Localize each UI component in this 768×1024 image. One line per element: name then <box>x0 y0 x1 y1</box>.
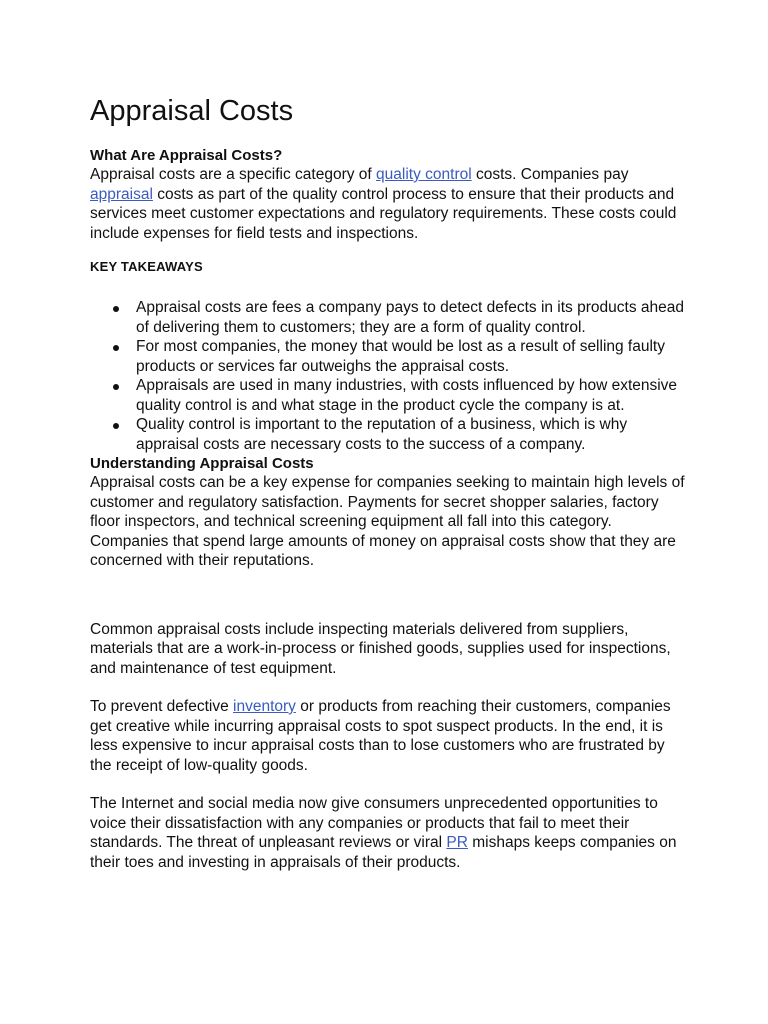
appraisal-link[interactable]: appraisal <box>90 185 153 203</box>
understanding-paragraph: Appraisal costs can be a key expense for companies seeking to maintain high levels of customer and regulatory satisfaction. Payments for secret shopper salaries, factory floor inspectors, and technical screening equipment all fall into this category. Companies that spend large amounts of money on appraisal costs show that they are concerned with their reputations. <box>90 474 685 569</box>
what-are-heading: What Are Appraisal Costs? <box>90 147 283 164</box>
takeaway-text: Appraisal costs are fees a company pays to detect defects in its products ahead of delivering them to customers; they are a form of quality control. <box>136 299 684 336</box>
page-title: Appraisal Costs <box>90 95 294 127</box>
list-item <box>136 415 690 454</box>
internet-text-2: mishaps keeps companies on their toes and investing in appraisals of their products. <box>90 834 677 871</box>
bullet-icon <box>113 345 119 351</box>
intro-text-1: Appraisal costs are a specific category of <box>90 166 377 183</box>
pr-link[interactable]: PR <box>446 834 468 851</box>
intro-text-3: costs as part of the quality control process to ensure that their products and services meet customer expectations and regulatory requirements. These costs could include expenses for field tests and inspections. <box>90 185 677 242</box>
takeaway-text: Quality control is important to the reputation of a business, which is why appraisal costs are necessary costs to the success of a company. <box>136 416 628 453</box>
article-body <box>90 93 690 872</box>
bullet-icon <box>113 306 119 312</box>
takeaway-text: For most companies, the money that would be lost as a result of selling faulty products or services far outweighs the appraisal costs. <box>136 338 665 375</box>
intro-paragraph <box>90 165 690 243</box>
prevent-text-2: or products from reaching their customers, companies get creative while incurring appraisal costs to spot suspect products. In the end, it is less expensive to incur appraisal costs than to lose customers who are frustrated by the receipt of low-quality goods. <box>90 698 671 774</box>
takeaway-text: Appraisals are used in many industries, with costs influenced by how extensive quality control is and what stage in the product cycle the company is at. <box>136 377 678 414</box>
list-item <box>136 376 690 415</box>
prevent-text-1: To prevent defective <box>90 698 234 715</box>
quality-control-link[interactable]: quality control <box>376 166 472 183</box>
understanding-heading: Understanding Appraisal Costs <box>90 455 314 472</box>
list-item <box>136 337 690 376</box>
inventory-link[interactable]: inventory <box>233 698 296 715</box>
internet-paragraph <box>90 794 690 872</box>
internet-text-1: The Internet and social media now give consumers unprecedented opportunities to voice their dissatisfaction with any companies or products that fail to meet their standards. The threat of unpleasant reviews or viral <box>90 795 658 851</box>
takeaways-list <box>90 298 690 454</box>
list-item <box>136 298 690 337</box>
bullet-icon <box>113 384 119 390</box>
prevent-defects-paragraph <box>90 697 690 775</box>
key-takeaways-heading: KEY TAKEAWAYS <box>90 259 203 274</box>
common-costs-paragraph: Common appraisal costs include inspecting materials delivered from suppliers, materials that are a work-in-process or finished goods, supplies used for inspections, and maintenance of test equipment. <box>90 620 671 677</box>
bullet-icon <box>113 423 119 429</box>
intro-text-2: costs. Companies pay <box>471 166 629 183</box>
